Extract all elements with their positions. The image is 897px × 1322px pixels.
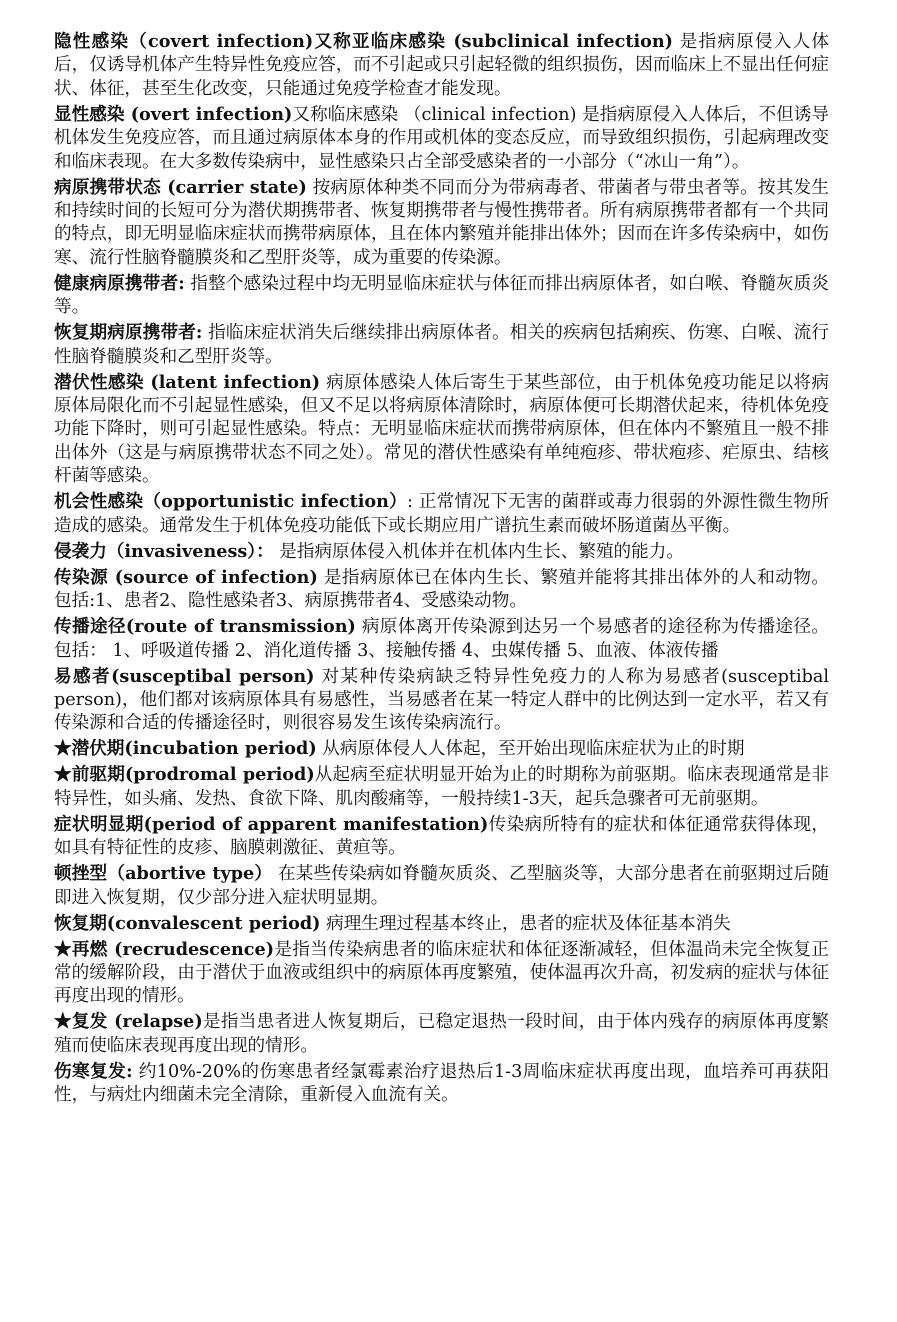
term-heading: 传播途径(route of transmission) — [54, 616, 356, 638]
entry-source-of-infection — [54, 566, 829, 614]
term-heading: ★潜伏期(incubation period) — [54, 738, 317, 760]
term-heading: 恢复期病原携带者: — [54, 322, 203, 344]
definition-text: 传染病所特有的症状和体征通常获得体现，如具有特征性的皮疹、脑膜刺激征、黄疸等。 — [54, 814, 829, 859]
entry-route-of-transmission — [54, 615, 829, 663]
definition-text: : 正常情况下无害的菌群或毒力很弱的外源性微生物所造成的感染。通常发生于机体免疫功能低下或长期应用广谱抗生素而破坏肠道菌丛平衡。 — [54, 492, 830, 536]
term-heading: 显性感染 (overt infection) — [54, 103, 293, 125]
document-page — [54, 30, 829, 1109]
definition-text: 从病原体侵人人体起，至开始出现临床症状为止的时期 — [316, 739, 745, 760]
term-heading: 潜伏性感染 (latent infection) — [54, 371, 321, 393]
term-heading: 伤寒复发: — [54, 1060, 133, 1082]
definition-text: 病理生理过程基本终止，患者的症状及体征基本消失 — [320, 913, 731, 934]
term-heading: ★复发 (relapse) — [54, 1011, 203, 1033]
term-heading: 机会性感染（opportunistic infection） — [54, 491, 408, 513]
term-heading: ★前驱期(prodromal period) — [54, 764, 315, 786]
entry-apparent-manifestation — [54, 813, 829, 861]
entry-recrudescence — [54, 938, 829, 1009]
entry-prodromal-period — [54, 763, 829, 811]
definition-text: 在某些传染病如脊髓灰质炎、乙型脑炎等，大部分患者在前驱期过后随即进入恢复期，仅少部分进入症状明显期。 — [54, 864, 829, 908]
entry-carrier-state — [54, 176, 829, 271]
entry-covert-infection — [54, 30, 829, 101]
term-heading: 健康病原携带者: — [54, 272, 185, 294]
entry-overt-infection — [54, 103, 829, 174]
term-heading: ★再燃 (recrudescence) — [54, 938, 275, 960]
definition-text: 指整个感染过程中均无明显临床症状与体征而排出病原体者，如白喉、脊髓灰质炎等。 — [54, 273, 829, 318]
entry-convalescent-carrier — [54, 321, 829, 369]
entry-incubation-period — [54, 737, 829, 761]
entry-healthy-carrier — [54, 272, 829, 320]
term-heading: 易感者(susceptibal person) — [54, 665, 315, 687]
entry-relapse — [54, 1010, 829, 1058]
entry-opportunistic-infection — [54, 490, 829, 538]
definition-text: 按病原体种类不同而分为带病毒者、带菌者与带虫者等。按其发生和持续时间的长短可分为潜伏期携带者、恢复期携带者与慢性携带者。所有病原携带者都有一个共同的特点，即无明显临床症状而携带病原体，且在体内繁殖并能排出体外；因而在许多传染病中，如伤寒、流行性脑脊髓膜炎和乙型肝炎等，成为重要的传染源。 — [54, 177, 829, 268]
term-heading: 隐性感染（covert infection)又称亚临床感染 (subclinical infection) — [54, 31, 673, 52]
definition-text: 是指当患者进人恢复期后，已稳定退热一段时间，由于体内残存的病原体再度繁殖而使临床表现再度出现的情形。 — [54, 1012, 829, 1056]
entry-invasiveness — [54, 540, 829, 564]
definition-text: 对某种传染病缺乏特异性免疫力的人称为易感者(susceptibal person)，他们都对该病原体具有易感性，当易感者在某一特定人群中的比例达到一定水平，若又有传染源和合适的传播途径时，则很容易发生该传染病流行。 — [54, 666, 829, 734]
definition-text: 是指病原体已在体内生长、繁殖并能将其排出体外的人和动物。包括:1、患者2、隐性感染者3、病原携带者4、受感染动物。 — [54, 567, 829, 612]
definition-text: 病原体感染人体后寄生于某些部位，由于机体免疫功能足以将病原体局限化而不引起显性感染，但又不足以将病原体清除时，病原体便可长期潜伏起来，待机体免疫功能下降时，则可引起显性感染。特点：无明显临床症状而携带病原体，但在体内不繁殖且一般不排出体外（这是与病原携带状态不同之处）。常见的潜伏性感染有单纯疱疹、带状疱疹、疟原虫、结核杆菌等感染。 — [54, 372, 829, 487]
definition-text: 是指病原体侵入机体并在机体内生长、繁殖的能力。 — [273, 541, 684, 562]
entry-abortive-type — [54, 862, 829, 910]
entry-latent-infection — [54, 371, 829, 489]
definition-text: 指临床症状消失后继续排出病原体者。相关的疾病包括痢疾、伤寒、白喉、流行性脑脊髓膜炎和乙型肝炎等。 — [54, 323, 829, 367]
definition-text: 是指病原侵入人体后，仅诱导机体产生特异性免疫应答，而不引起或只引起轻微的组织损伤，因而临床上不显出任何症状、体征，甚至生化改变，只能通过免疫学检查才能发现。 — [54, 32, 829, 99]
definition-text: 从起病至症状明显开始为止的时期称为前驱期。临床表现通常是非特异性，如头痛、发热、食欲下降、肌肉酸痛等，一般持续1-3天，起兵急骤者可无前驱期。 — [54, 765, 829, 809]
term-heading: 病原携带状态 (carrier state) — [54, 176, 307, 198]
entry-typhoid-relapse — [54, 1060, 829, 1108]
definition-text: 约10%-20%的伤寒患者经氯霉素治疗退热后1-3周临床症状再度出现，血培养可再获阳性，与病灶内细菌未完全清除，重新侵入血流有关。 — [54, 1061, 829, 1106]
definition-text: 是指当传染病患者的临床症状和体征逐渐减轻，但体温尚未完全恢复正常的缓解阶段，由于潜伏于血液或组织中的病原体再度繁殖，使体温再次升高，初发病的症状与体征再度出现的情形。 — [54, 939, 829, 1007]
definition-text: 又称临床感染 （clinical infection) 是指病原侵入人体后，不但诱导机体发生免疫应答，而且通过病原体本身的作用或机体的变态反应，而导致组织损伤，引起病理改变和临床表现。在大多数传染病中，显性感染只占全部受感染者的一小部分（“冰山一角”）。 — [54, 104, 829, 172]
entry-convalescent-period — [54, 912, 829, 936]
entry-susceptible-person — [54, 665, 829, 736]
term-heading: 传染源 (source of infection) — [54, 566, 318, 588]
definition-text: 病原体离开传染源到达另一个易感者的途径称为传播途径。包括： 1、呼吸道传播 2、消化道传播 3、接触传播 4、虫媒传播 5、血液、体液传播 — [54, 617, 829, 661]
term-heading: 恢复期(convalescent period) — [54, 912, 321, 934]
term-heading: 顿挫型（abortive type） — [54, 863, 273, 885]
term-heading: 侵袭力（invasiveness）： — [54, 540, 274, 562]
term-heading: 症状明显期(period of apparent manifestation) — [54, 813, 489, 835]
